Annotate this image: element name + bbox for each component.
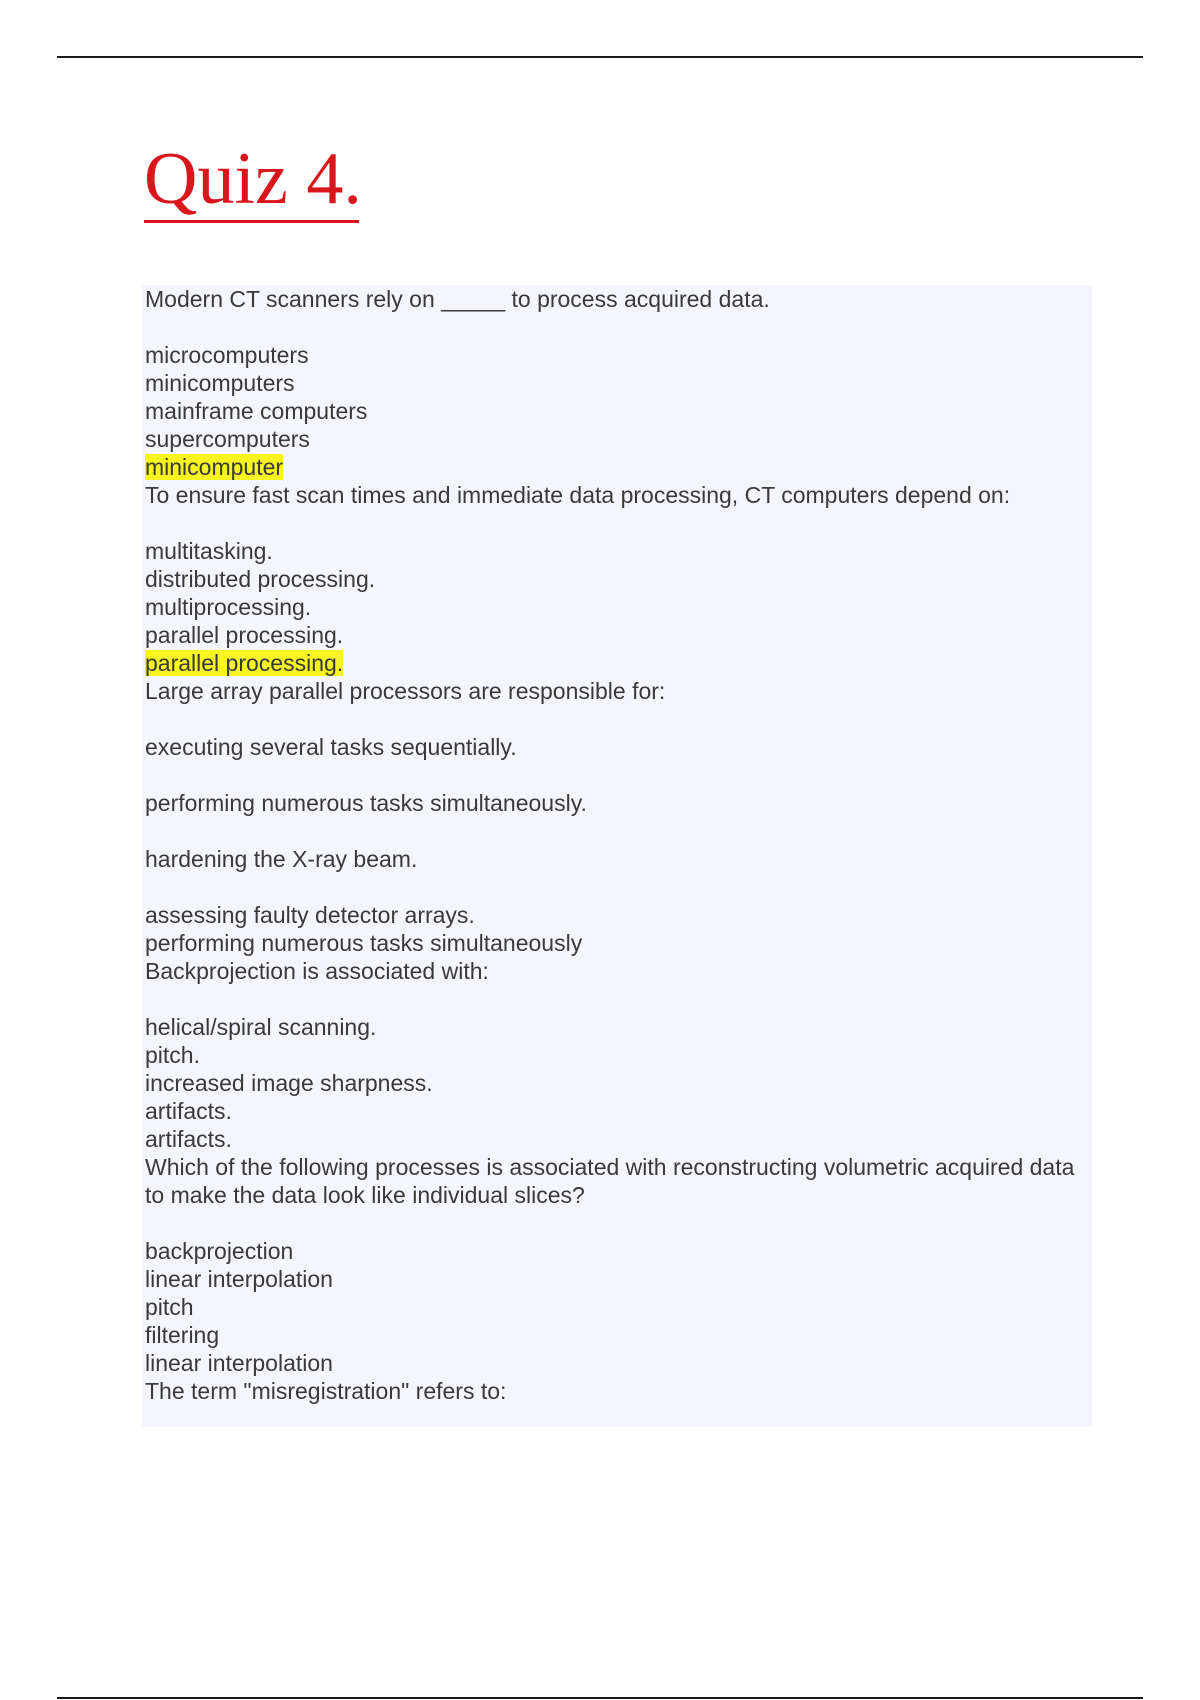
spacer [145, 873, 1092, 901]
option-item: increased image sharpness. [145, 1070, 433, 1096]
option-item: multiprocessing. [145, 594, 312, 620]
question-text: The term "misregistration" refers to: [145, 1378, 507, 1404]
spacer [145, 1209, 1092, 1237]
option-item: minicomputers [145, 370, 295, 396]
option-item: mainframe computers [145, 398, 368, 424]
question-text: To ensure fast scan times and immediate data processing, CT computers depend on: [145, 482, 1011, 508]
page-title: Quiz 4. [144, 138, 362, 220]
answer-line: performing numerous tasks simultaneously [145, 930, 583, 956]
spacer [145, 761, 1092, 789]
answer-line [145, 649, 1092, 677]
spacer [145, 509, 1092, 537]
quiz-content [142, 285, 1092, 1427]
option-item: executing several tasks sequentially. [145, 734, 517, 760]
answer-line: linear interpolation [145, 1350, 333, 1376]
question-text: Which of the following processes is associated with reconstructing volumetric acquired data to make the data look like individual slices? [145, 1154, 1075, 1208]
option-item: microcomputers [145, 342, 309, 368]
option-item: pitch [145, 1294, 194, 1320]
spacer [145, 313, 1092, 341]
option-item: artifacts. [145, 1098, 232, 1124]
option-item: distributed processing. [145, 566, 376, 592]
header-rule [57, 56, 1143, 58]
option-item: helical/spiral scanning. [145, 1014, 377, 1040]
question-text: Large array parallel processors are responsible for: [145, 678, 666, 704]
option-item: assessing faulty detector arrays. [145, 902, 475, 928]
option-item: parallel processing. [145, 622, 344, 648]
option-item: pitch. [145, 1042, 200, 1068]
question-text: Backprojection is associated with: [145, 958, 489, 984]
option-item: performing numerous tasks simultaneously. [145, 790, 587, 816]
answer-line [145, 453, 1092, 481]
title-underline [144, 220, 359, 223]
option-item: backprojection [145, 1238, 294, 1264]
spacer [145, 985, 1092, 1013]
option-item: supercomputers [145, 426, 310, 452]
highlighted-answer: parallel processing. [145, 650, 344, 676]
option-item: hardening the X-ray beam. [145, 846, 418, 872]
option-item: multitasking. [145, 538, 273, 564]
highlighted-answer: minicomputer [145, 454, 284, 480]
question-text: Modern CT scanners rely on _____ to process acquired data. [145, 286, 770, 312]
option-item: linear interpolation [145, 1266, 333, 1292]
answer-line: artifacts. [145, 1126, 232, 1152]
spacer [145, 705, 1092, 733]
spacer [145, 817, 1092, 845]
option-item: filtering [145, 1322, 220, 1348]
footer-rule [57, 1697, 1143, 1699]
